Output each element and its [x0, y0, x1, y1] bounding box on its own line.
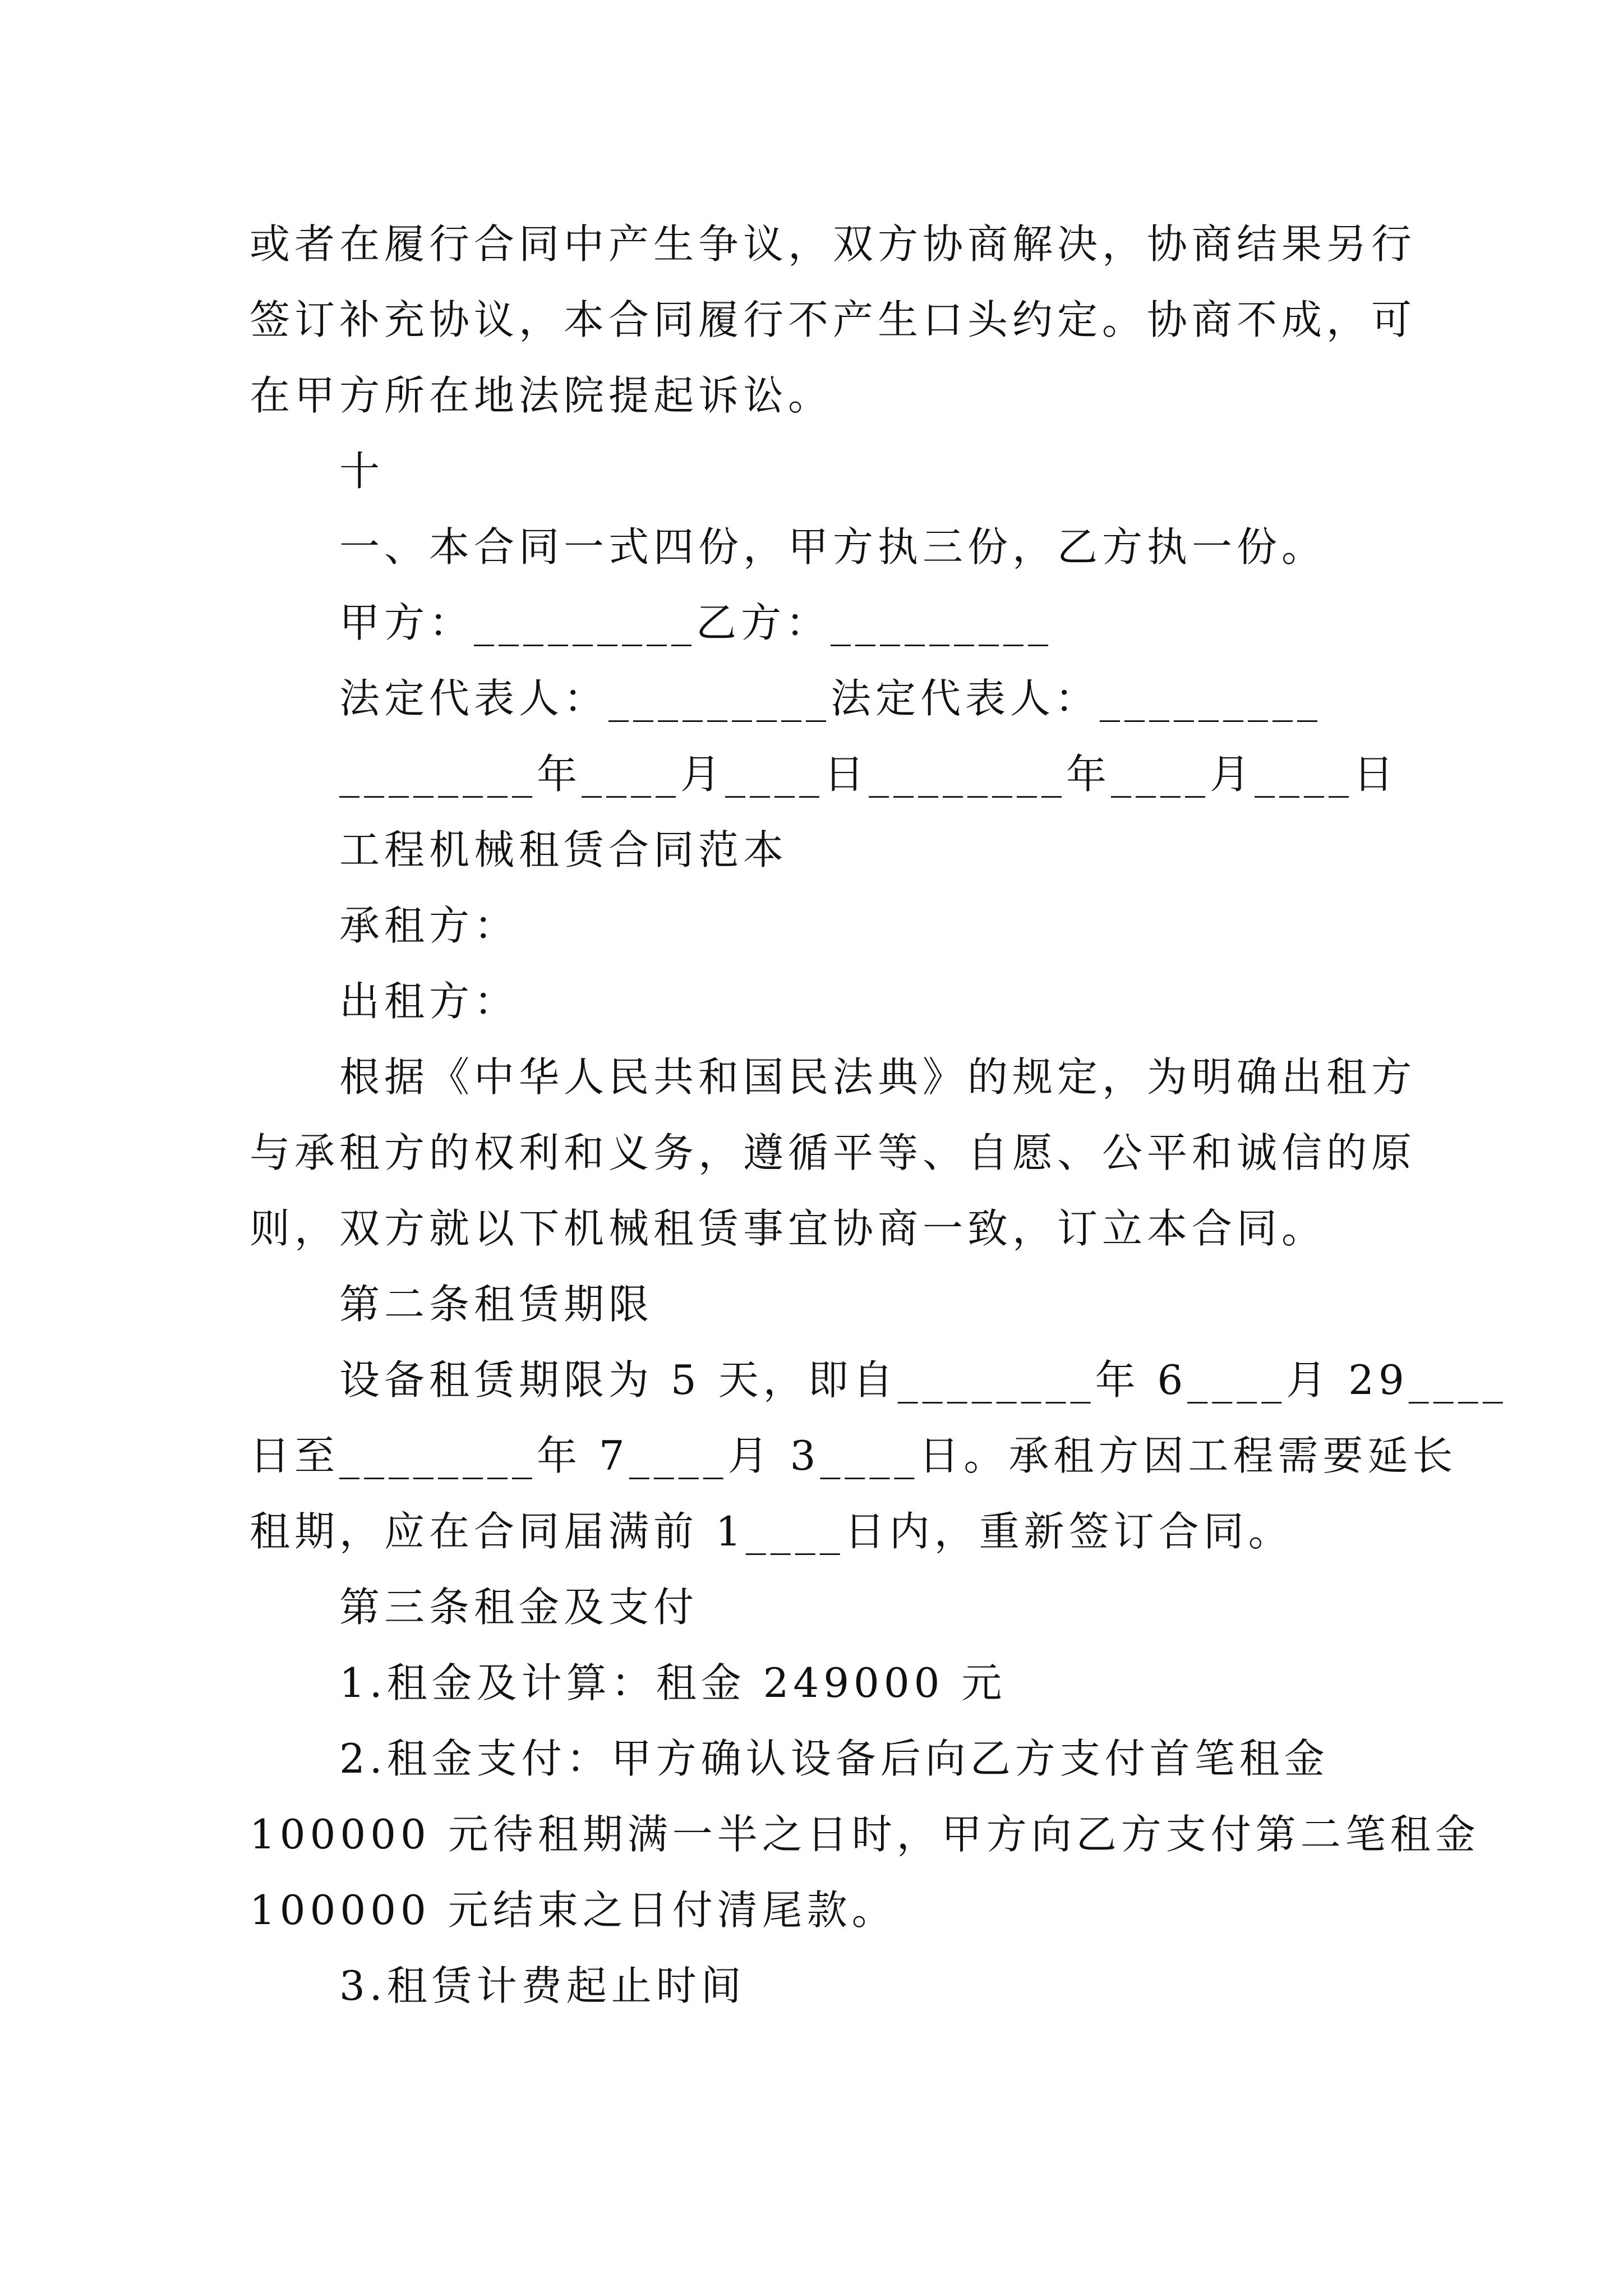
section-heading: 第三条租金及支付	[339, 1584, 699, 1631]
text-line: 与承租方的权利和义务，遵循平等、自愿、公平和诚信的原	[250, 1129, 1417, 1176]
text-line: 日至________年 7____月 3____日。承租方因工程需要延长	[250, 1432, 1458, 1479]
text-line: 或者在履行合同中产生争议，双方协商解决，协商结果另行	[250, 220, 1417, 268]
text-line: 则，双方就以下机械租赁事宜协商一致，订立本合同。	[250, 1205, 1327, 1252]
lessor-label: 出租方：	[339, 978, 519, 1025]
section-heading: 第二条租赁期限	[339, 1281, 654, 1328]
signature-line-dates: ________年____月____日________年____月____日	[339, 751, 1398, 798]
text-line: 100000 元结束之日付清尾款。	[250, 1887, 897, 1934]
lessee-label: 承租方：	[339, 902, 519, 949]
text-line: 租期，应在合同届满前 1____日内，重新签订合同。	[250, 1508, 1293, 1555]
text-line: 100000 元待租期满一半之日时，甲方向乙方支付第二笔租金	[250, 1811, 1480, 1858]
document-title: 工程机械租赁合同范本	[339, 826, 789, 873]
signature-line-parties: 甲方：_________乙方：_________	[339, 599, 1053, 646]
text-line: 设备租赁期限为 5 天，即自________年 6____月 29____	[339, 1356, 1507, 1404]
text-line: 签订补充协议，本合同履行不产生口头约定。协商不成，可	[250, 296, 1417, 343]
text-line: 1.租金及计算：租金 249000 元	[339, 1659, 1007, 1706]
text-line: 3.租赁计费起止时间	[339, 1962, 746, 2009]
text-line: 根据《中华人民共和国民法典》的规定，为明确出租方	[339, 1053, 1417, 1101]
text-line: 在甲方所在地法院提起诉讼。	[250, 372, 833, 419]
text-line: 一、本合同一式四份，甲方执三份，乙方执一份。	[339, 523, 1327, 570]
text-line: 2.租金支付：甲方确认设备后向乙方支付首笔租金	[339, 1735, 1329, 1782]
signature-line-representatives: 法定代表人：_________法定代表人：_________	[339, 675, 1322, 722]
text-line: 十	[339, 448, 385, 495]
